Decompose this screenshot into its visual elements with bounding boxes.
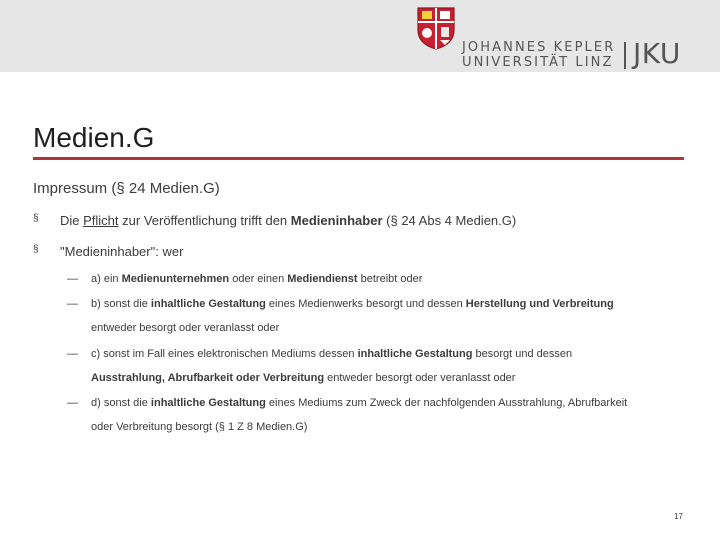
bullet-text: "Medieninhaber": wer [60, 244, 184, 259]
page-number: 17 [674, 512, 683, 521]
bullet-marker: § [33, 244, 39, 255]
sub-item-text: c) sonst im Fall eines elektronischen Mediums dessen inhaltliche Gestaltung besorgt und dessen [91, 348, 573, 360]
bullet-text: Die Pflicht zur Veröffentlichung trifft den Medieninhaber (§ 24 Abs 4 Medien.G) [60, 213, 517, 228]
sub-item-continuation: Ausstrahlung, Abrufbarkeit oder Verbreitung entweder besorgt oder veranlasst oder [91, 372, 516, 384]
underlined-term: Pflicht [83, 213, 119, 228]
logo-divider [624, 42, 626, 69]
bullet-marker: § [33, 213, 39, 224]
jku-logo-wordmark [462, 40, 622, 70]
slide-title: Medien.G [33, 122, 155, 153]
sub-item-continuation: oder Verbreitung besorgt (§ 1 Z 8 Medien.G) [91, 421, 308, 433]
dash-marker: — [67, 298, 78, 310]
slide-subtitle: Impressum (§ 24 Medien.G) [33, 180, 220, 197]
logo-jku: JKU [633, 37, 681, 70]
logo-line-2: UNIVERSITÄT LINZ [462, 55, 614, 70]
dash-marker: — [67, 348, 78, 360]
sub-item-text: a) ein Medienunternehmen oder einen Mediendienst betreibt oder [91, 273, 423, 285]
dash-marker: — [67, 397, 78, 409]
bold-term: Medieninhaber [290, 213, 383, 228]
sub-item-text: b) sonst die inhaltliche Gestaltung eines Medienwerks besorgt und dessen Herstellung und Verbreitung [91, 298, 614, 310]
sub-item-text: d) sonst die inhaltliche Gestaltung eines Mediums zum Zweck der nachfolgenden Ausstrahlung, Abrufbarkeit [91, 397, 628, 409]
bold-term: Mediendienst [287, 273, 358, 285]
bold-term: inhaltliche Gestaltung [150, 397, 266, 409]
jku-crest-icon [416, 6, 456, 50]
bold-term: inhaltliche Gestaltung [357, 348, 473, 360]
bold-term: Medienunternehmen [121, 273, 230, 285]
title-rule [33, 157, 684, 160]
bold-term: Ausstrahlung, Abrufbarkeit oder Verbreitung [91, 372, 325, 384]
bold-term: Herstellung und Verbreitung [465, 298, 614, 310]
sub-item-continuation: entweder besorgt oder veranlasst oder [91, 322, 280, 334]
logo-line-1: JOHANNES KEPLER [462, 40, 616, 55]
bold-term: inhaltliche Gestaltung [150, 298, 266, 310]
dash-marker: — [67, 273, 78, 285]
